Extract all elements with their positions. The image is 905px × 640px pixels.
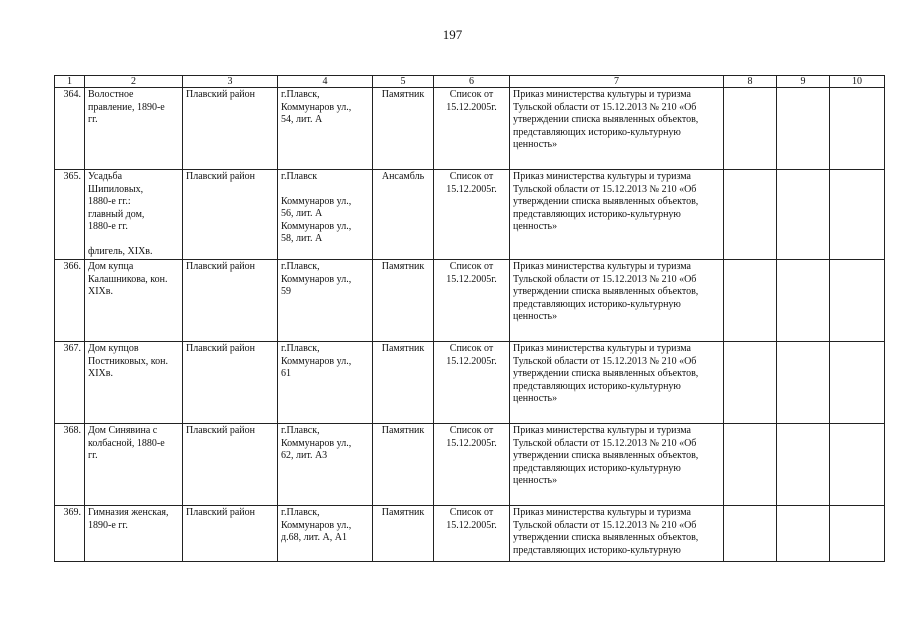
object-name-line: гг. [88, 114, 98, 125]
order-reference-line: ценность» [513, 475, 558, 486]
object-name-line: 1880-е гг.: [88, 196, 131, 207]
district-cell: Плавский район [183, 88, 278, 170]
object-name-cell [85, 170, 183, 260]
order-reference-cell [510, 260, 724, 342]
object-kind-cell: Памятник [373, 260, 434, 342]
object-name-line: XIXв. [88, 368, 113, 379]
district-cell: Плавский район [183, 506, 278, 562]
order-reference-line: ценность» [513, 221, 558, 232]
list-reference-cell [434, 424, 510, 506]
object-name-line: 1880-е гг. [88, 221, 128, 232]
order-reference-line: Тульской области от 15.12.2013 № 210 «Об [513, 101, 697, 113]
order-reference-line: Приказ министерства культуры и туризма [513, 261, 691, 272]
column-10-cell [830, 342, 885, 424]
object-name-line: Калашникова, кон. [88, 273, 168, 285]
address-cell [278, 260, 373, 342]
object-name-line: Дом Синявина с [88, 425, 158, 436]
list-reference-line: Список от [449, 89, 494, 100]
page-number: 197 [442, 27, 463, 42]
order-reference-line: утверждении списка выявленных объектов, [513, 450, 699, 461]
list-reference-cell [434, 170, 510, 260]
address-line: Коммунаров ул., [281, 355, 352, 367]
order-reference-line: представляющих историко-культурную [513, 298, 681, 310]
address-cell [278, 88, 373, 170]
table-row [55, 88, 885, 170]
row-number-cell: 367. [55, 342, 85, 424]
object-name-line: Усадьба [88, 171, 123, 182]
order-reference-line: Тульской области от 15.12.2013 № 210 «Об [513, 355, 697, 367]
object-name-line: главный дом, [88, 208, 145, 220]
address-line: Коммунаров ул., [281, 101, 352, 113]
list-reference-line: Список от [449, 507, 494, 518]
column-10-cell [830, 88, 885, 170]
object-name-cell [85, 260, 183, 342]
object-name-line: Волостное [88, 89, 134, 100]
order-reference-cell [510, 506, 724, 562]
column-header: 8 [724, 76, 777, 88]
object-name-line: правление, 1890-е [88, 101, 165, 113]
order-reference-line: представляющих историко-культурную [513, 380, 681, 392]
order-reference-line: представляющих историко-культурную [513, 126, 681, 138]
order-reference-line: Тульской области от 15.12.2013 № 210 «Об [513, 437, 697, 449]
address-line: Коммунаров ул., [281, 519, 352, 531]
object-name-line: гг. [88, 450, 98, 461]
column-number-row [55, 76, 885, 88]
address-line: г.Плавск, [281, 425, 320, 436]
column-9-cell [777, 506, 830, 562]
district-cell: Плавский район [183, 342, 278, 424]
column-header: 6 [434, 76, 510, 88]
address-line: Коммунаров ул., [281, 437, 352, 449]
heritage-register-table [54, 75, 885, 562]
order-reference-line: представляющих историко-культурную [513, 462, 681, 474]
column-9-cell [777, 88, 830, 170]
list-reference-line: Список от [449, 171, 494, 182]
row-number-cell: 364. [55, 88, 85, 170]
column-8-cell [724, 342, 777, 424]
list-reference-cell [434, 342, 510, 424]
address-cell [278, 170, 373, 260]
order-reference-line: утверждении списка выявленных объектов, [513, 114, 699, 125]
object-name-line: Дом купцов [88, 343, 139, 354]
column-header: 1 [55, 76, 85, 88]
order-reference-line: Приказ министерства культуры и туризма [513, 507, 691, 518]
row-number-cell: 368. [55, 424, 85, 506]
table-row [55, 260, 885, 342]
address-line: Коммунаров ул., [281, 273, 352, 285]
address-line: г.Плавск, [281, 261, 320, 272]
order-reference-line: ценность» [513, 311, 558, 322]
list-reference-line: Список от [449, 425, 494, 436]
order-reference-line: ценность» [513, 139, 558, 150]
address-line: 58, лит. А [281, 233, 323, 244]
object-name-line: флигель, XIXв. [88, 245, 153, 257]
list-reference-line: 15.12.2005г. [446, 519, 497, 531]
column-header: 3 [183, 76, 278, 88]
column-10-cell [830, 170, 885, 260]
object-kind-cell: Памятник [373, 424, 434, 506]
row-number-cell: 365. [55, 170, 85, 260]
column-9-cell [777, 342, 830, 424]
column-8-cell [724, 506, 777, 562]
list-reference-line: Список от [449, 261, 494, 272]
address-line: 56, лит. А [281, 208, 323, 219]
object-kind-cell: Ансамбль [373, 170, 434, 260]
address-line: 54, лит. А [281, 114, 323, 125]
address-line: Коммунаров ул., [281, 195, 352, 207]
address-line: г.Плавск, [281, 89, 320, 100]
district-cell: Плавский район [183, 170, 278, 260]
address-line: 59 [281, 286, 291, 297]
table-row [55, 506, 885, 562]
district-cell: Плавский район [183, 260, 278, 342]
object-name-line: Дом купца [88, 261, 134, 272]
address-line: г.Плавск, [281, 507, 320, 518]
object-name-line: Гимназия женская, [88, 507, 169, 518]
order-reference-cell [510, 170, 724, 260]
column-header: 7 [510, 76, 724, 88]
column-header: 10 [830, 76, 885, 88]
list-reference-line: 15.12.2005г. [446, 101, 497, 113]
address-cell [278, 424, 373, 506]
address-line [281, 184, 369, 196]
register-body [55, 88, 885, 562]
column-9-cell [777, 424, 830, 506]
row-number-cell: 369. [55, 506, 85, 562]
list-reference-cell [434, 506, 510, 562]
address-line: Коммунаров ул., [281, 220, 352, 232]
order-reference-cell [510, 424, 724, 506]
object-name-line: Шипиловых, [88, 183, 144, 195]
order-reference-line: утверждении списка выявленных объектов, [513, 286, 699, 297]
column-8-cell [724, 170, 777, 260]
column-10-cell [830, 424, 885, 506]
object-name-line: XIXв. [88, 286, 113, 297]
address-cell [278, 506, 373, 562]
table-row [55, 170, 885, 260]
address-line: г.Плавск [281, 171, 318, 182]
column-header: 9 [777, 76, 830, 88]
order-reference-line: утверждении списка выявленных объектов, [513, 532, 699, 543]
order-reference-line: ценность» [513, 393, 558, 404]
order-reference-line: Тульской области от 15.12.2013 № 210 «Об [513, 519, 697, 531]
column-header: 4 [278, 76, 373, 88]
address-line: 62, лит. А3 [281, 450, 328, 461]
object-kind-cell: Памятник [373, 342, 434, 424]
order-reference-line: Приказ министерства культуры и туризма [513, 171, 691, 182]
object-kind-cell: Памятник [373, 88, 434, 170]
object-name-cell [85, 506, 183, 562]
object-name-line: 1890-е гг. [88, 519, 128, 531]
list-reference-line: 15.12.2005г. [446, 273, 497, 285]
column-8-cell [724, 424, 777, 506]
object-name-cell [85, 342, 183, 424]
address-line: д.68, лит. А, А1 [281, 532, 347, 543]
column-8-cell [724, 88, 777, 170]
order-reference-line: утверждении списка выявленных объектов, [513, 368, 699, 379]
object-name-cell [85, 88, 183, 170]
address-line: г.Плавск, [281, 343, 320, 354]
column-9-cell [777, 260, 830, 342]
address-line: 61 [281, 368, 291, 379]
order-reference-line: представляющих историко-культурную [513, 544, 681, 556]
object-name-line [88, 234, 179, 246]
list-reference-line: 15.12.2005г. [446, 437, 497, 449]
order-reference-line: Приказ министерства культуры и туризма [513, 343, 691, 354]
column-header: 2 [85, 76, 183, 88]
order-reference-line: Тульской области от 15.12.2013 № 210 «Об [513, 273, 697, 285]
list-reference-line: Список от [449, 343, 494, 354]
order-reference-line: утверждении списка выявленных объектов, [513, 196, 699, 207]
order-reference-line: Тульской области от 15.12.2013 № 210 «Об [513, 183, 697, 195]
list-reference-cell [434, 88, 510, 170]
order-reference-cell [510, 88, 724, 170]
column-10-cell [830, 506, 885, 562]
order-reference-line: представляющих историко-культурную [513, 208, 681, 220]
order-reference-line: Приказ министерства культуры и туризма [513, 89, 691, 100]
order-reference-line: Приказ министерства культуры и туризма [513, 425, 691, 436]
object-name-cell [85, 424, 183, 506]
table-row [55, 342, 885, 424]
row-number-cell: 366. [55, 260, 85, 342]
column-10-cell [830, 260, 885, 342]
object-name-line: колбасной, 1880-е [88, 437, 165, 449]
object-kind-cell: Памятник [373, 506, 434, 562]
list-reference-line: 15.12.2005г. [446, 183, 497, 195]
address-cell [278, 342, 373, 424]
list-reference-line: 15.12.2005г. [446, 355, 497, 367]
table-row [55, 424, 885, 506]
order-reference-cell [510, 342, 724, 424]
column-9-cell [777, 170, 830, 260]
list-reference-cell [434, 260, 510, 342]
district-cell: Плавский район [183, 424, 278, 506]
column-header: 5 [373, 76, 434, 88]
object-name-line: Постниковых, кон. [88, 355, 168, 367]
column-8-cell [724, 260, 777, 342]
